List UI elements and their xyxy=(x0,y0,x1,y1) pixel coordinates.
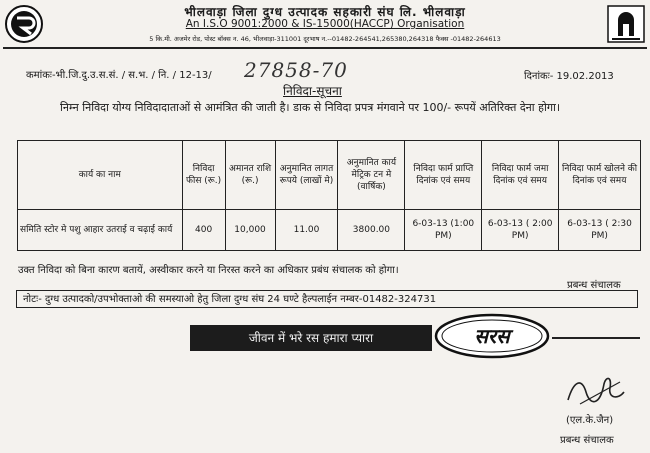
organisation-address: 5 कि.मी. अजमेर रोड, पोस्ट बॉक्स न. 46, भीलवाड़ा-311001 दूरभाष न.--01482-264541,265380,264318 फैक्स -01482-264613 xyxy=(149,35,501,43)
helpline-note: नोटः- दुग्ध उत्पादको/उपभोक्ताओ की समस्याओ हेतु जिला दुग्ध संघ 24 घण्टे हैल्पलाईन नम्बर-01482-324731 xyxy=(16,290,638,308)
col-header-receipt: निविदा फार्म प्राप्ति दिनांक एवं समय xyxy=(405,141,482,210)
signature-icon xyxy=(560,370,630,410)
col-header-work: कार्य का नाम xyxy=(18,141,183,210)
notice-paragraph xyxy=(6,99,638,116)
header-divider xyxy=(3,47,647,49)
notice-title: निविदा-सूचना xyxy=(283,84,342,98)
table-row xyxy=(18,210,641,251)
cell-opening: 6-03-13 ( 2:30 PM) xyxy=(559,210,641,251)
cell-work: समिति स्टोर मे पशु आहार उतराई व चढ़ाई कार्य xyxy=(18,210,183,251)
brand-name: सरस xyxy=(474,324,510,348)
saras-brand-logo xyxy=(432,312,552,360)
cell-deposit: 10,000 xyxy=(225,210,275,251)
signatory-title: प्रबन्ध संचालक xyxy=(560,435,614,446)
cell-fee: 400 xyxy=(182,210,225,251)
notice-date: दिनांकः- 19.02.2013 xyxy=(524,71,614,82)
notice-paragraph-text: निम्न निविदा योग्य निविदादाताओं से आमंत्रित की जाती है। डाक से निविदा प्रपत्र मंगवाने पर 100/- रूपयें अतिरिक्त देना होगा। xyxy=(60,101,561,114)
signatory-name: (एल.के.जैन) xyxy=(566,415,614,426)
organisation-title: भीलवाड़ा जिला दुग्ध उत्पादक सहकारी संघ लि. भीलवाड़ा xyxy=(184,5,466,19)
cell-tonnage: 3800.00 xyxy=(338,210,405,251)
col-header-submission: निविदा फार्म जमा दिनांक एवं समय xyxy=(482,141,559,210)
building-emblem-icon xyxy=(604,2,648,46)
slogan-rule xyxy=(552,337,640,339)
col-header-fee: निविदा फीस (रू.) xyxy=(182,141,225,210)
reference-number-label: कमांकः-भी.जि.दु.उ.स.सं. / स.भ. / नि. / 12-13/ xyxy=(26,70,212,81)
table-header-row xyxy=(18,141,641,210)
handwritten-reference-number: 27858-70 xyxy=(244,58,348,82)
cell-cost: 11.00 xyxy=(275,210,338,251)
col-header-deposit: अमानत राशि (रू.) xyxy=(225,141,275,210)
slogan-banner: जीवन में भरे रस हमारा प्यारा xyxy=(190,325,432,351)
tender-table xyxy=(17,140,641,251)
organisation-certification: An I.S.O 9001:2000 & IS-15000(HACCP) Organisation xyxy=(185,18,465,30)
rights-clause: उक्त निविदा को बिना कारण बतायें, अस्वीकार करने या निरस्त करने का अधिकार प्रबंध संचालक को होगा। xyxy=(18,265,399,276)
col-header-cost: अनुमानित लागत रूपये (लाखों मे) xyxy=(275,141,338,210)
cell-receipt: 6-03-13 (1:00 PM) xyxy=(405,210,482,251)
cell-submission: 6-03-13 ( 2:00 PM) xyxy=(482,210,559,251)
dairy-logo-icon xyxy=(4,4,44,44)
col-header-opening: निविदा फार्म खोलने की दिनांक एवं समय xyxy=(559,141,641,210)
col-header-tonnage: अनुमानित कार्य मेट्रिक टन मे (वार्षिक) xyxy=(338,141,405,210)
signatory-title-top: प्रबन्ध संचालक xyxy=(567,280,621,291)
